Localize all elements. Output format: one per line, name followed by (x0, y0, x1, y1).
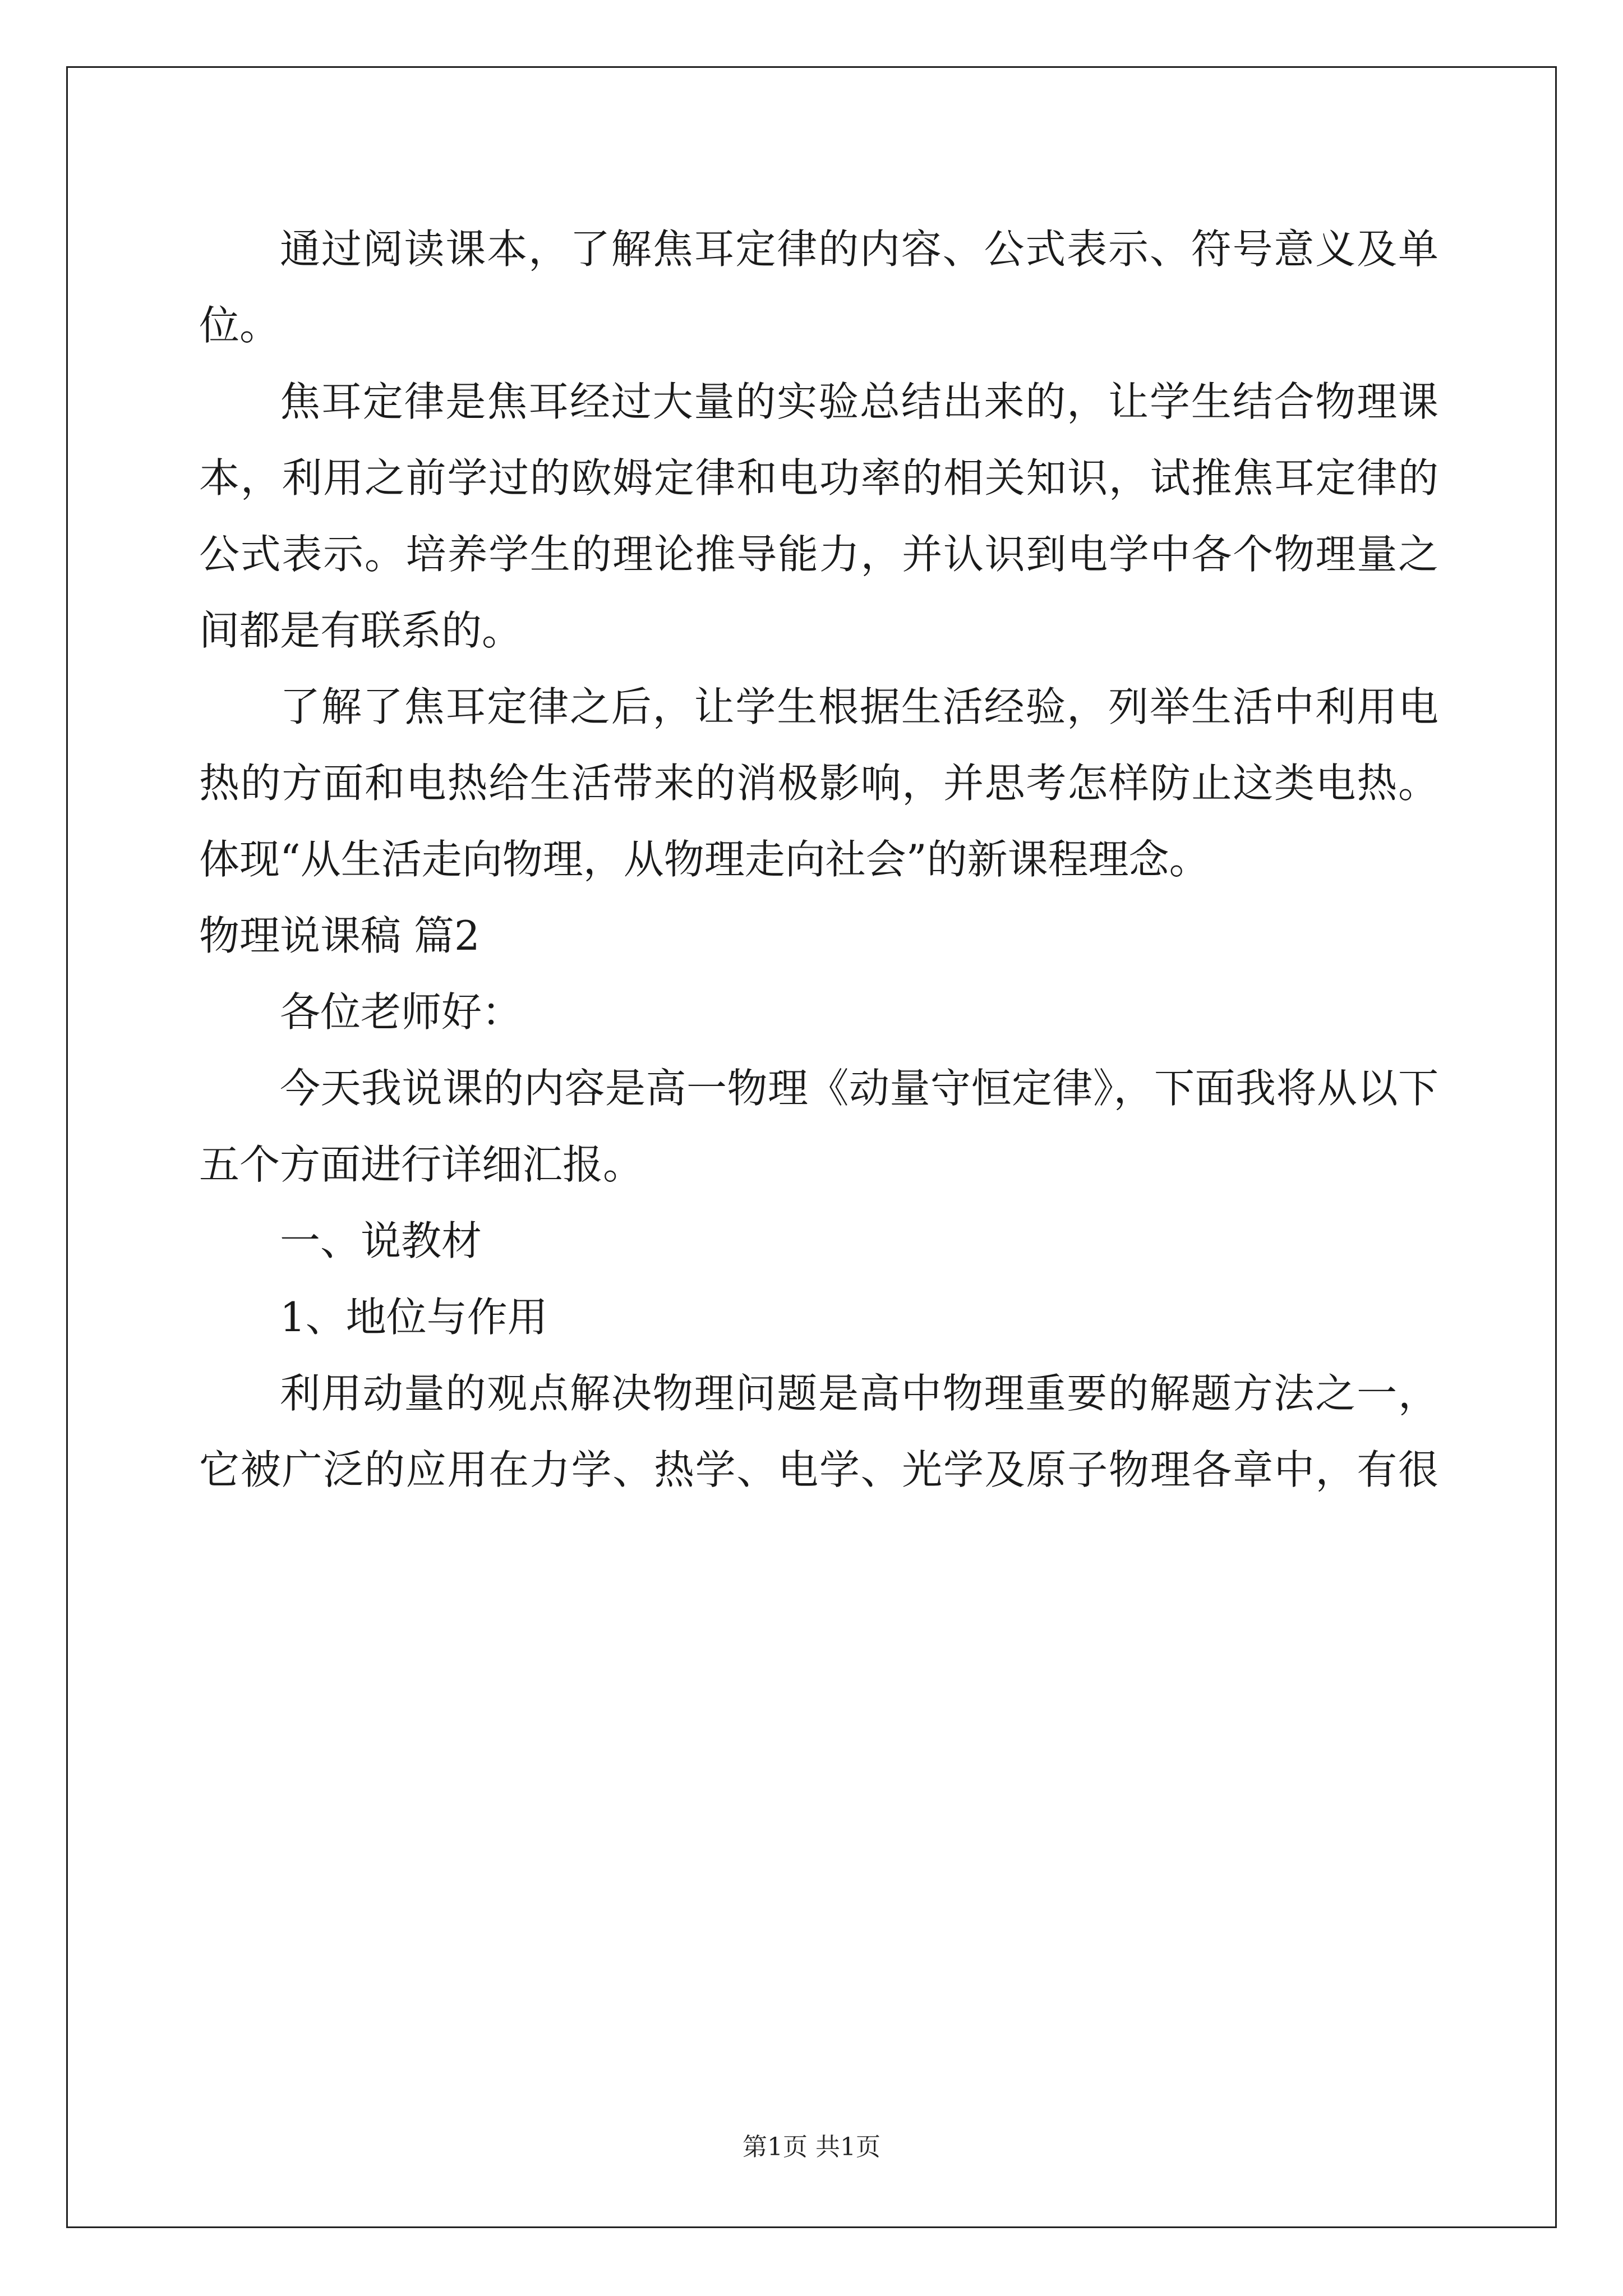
paragraph-line: 公式表示。培养学生的理论推导能力，并认识到电学中各个物理量之 (199, 531, 1438, 578)
paragraph-line: 利用动量的观点解决物理问题是高中物理重要的解题方法之一， (280, 1370, 1438, 1417)
paragraph-line: 位。 (199, 302, 280, 349)
paragraph-line: 它被广泛的应用在力学、热学、电学、光学及原子物理各章中，有很 (199, 1446, 1438, 1493)
paragraph-line: 体现“从生活走向物理，从物理走向社会”的新课程理念。 (199, 836, 1210, 883)
subsection-heading: 1、地位与作用 (280, 1294, 548, 1341)
paragraph-line: 间都是有联系的。 (199, 607, 523, 654)
paragraph-line: 了解了焦耳定律之后，让学生根据生活经验，列举生活中利用电 (280, 683, 1438, 730)
paragraph-line: 本，利用之前学过的欧姆定律和电功率的相关知识，试推焦耳定律的 (199, 454, 1438, 501)
paragraph-line: 五个方面进行详细汇报。 (199, 1141, 644, 1188)
document-body (199, 211, 1438, 1508)
paragraph-line: 通过阅读课本，了解焦耳定律的内容、公式表示、符号意义及单 (280, 226, 1438, 273)
subsection-heading: 一、说教材 (280, 1217, 482, 1264)
paragraph-line: 热的方面和电热给生活带来的消极影响，并思考怎样防止这类电热。 (199, 760, 1438, 807)
page-footer: 第1页 共1页 (743, 2133, 880, 2161)
paragraph-line: 今天我说课的内容是高一物理《动量守恒定律》，下面我将从以下 (280, 1065, 1438, 1112)
paragraph-line: 焦耳定律是焦耳经过大量的实验总结出来的，让学生结合物理课 (280, 378, 1438, 425)
greeting-line: 各位老师好： (280, 988, 523, 1036)
section-heading: 物理说课稿 篇2 (199, 912, 480, 959)
